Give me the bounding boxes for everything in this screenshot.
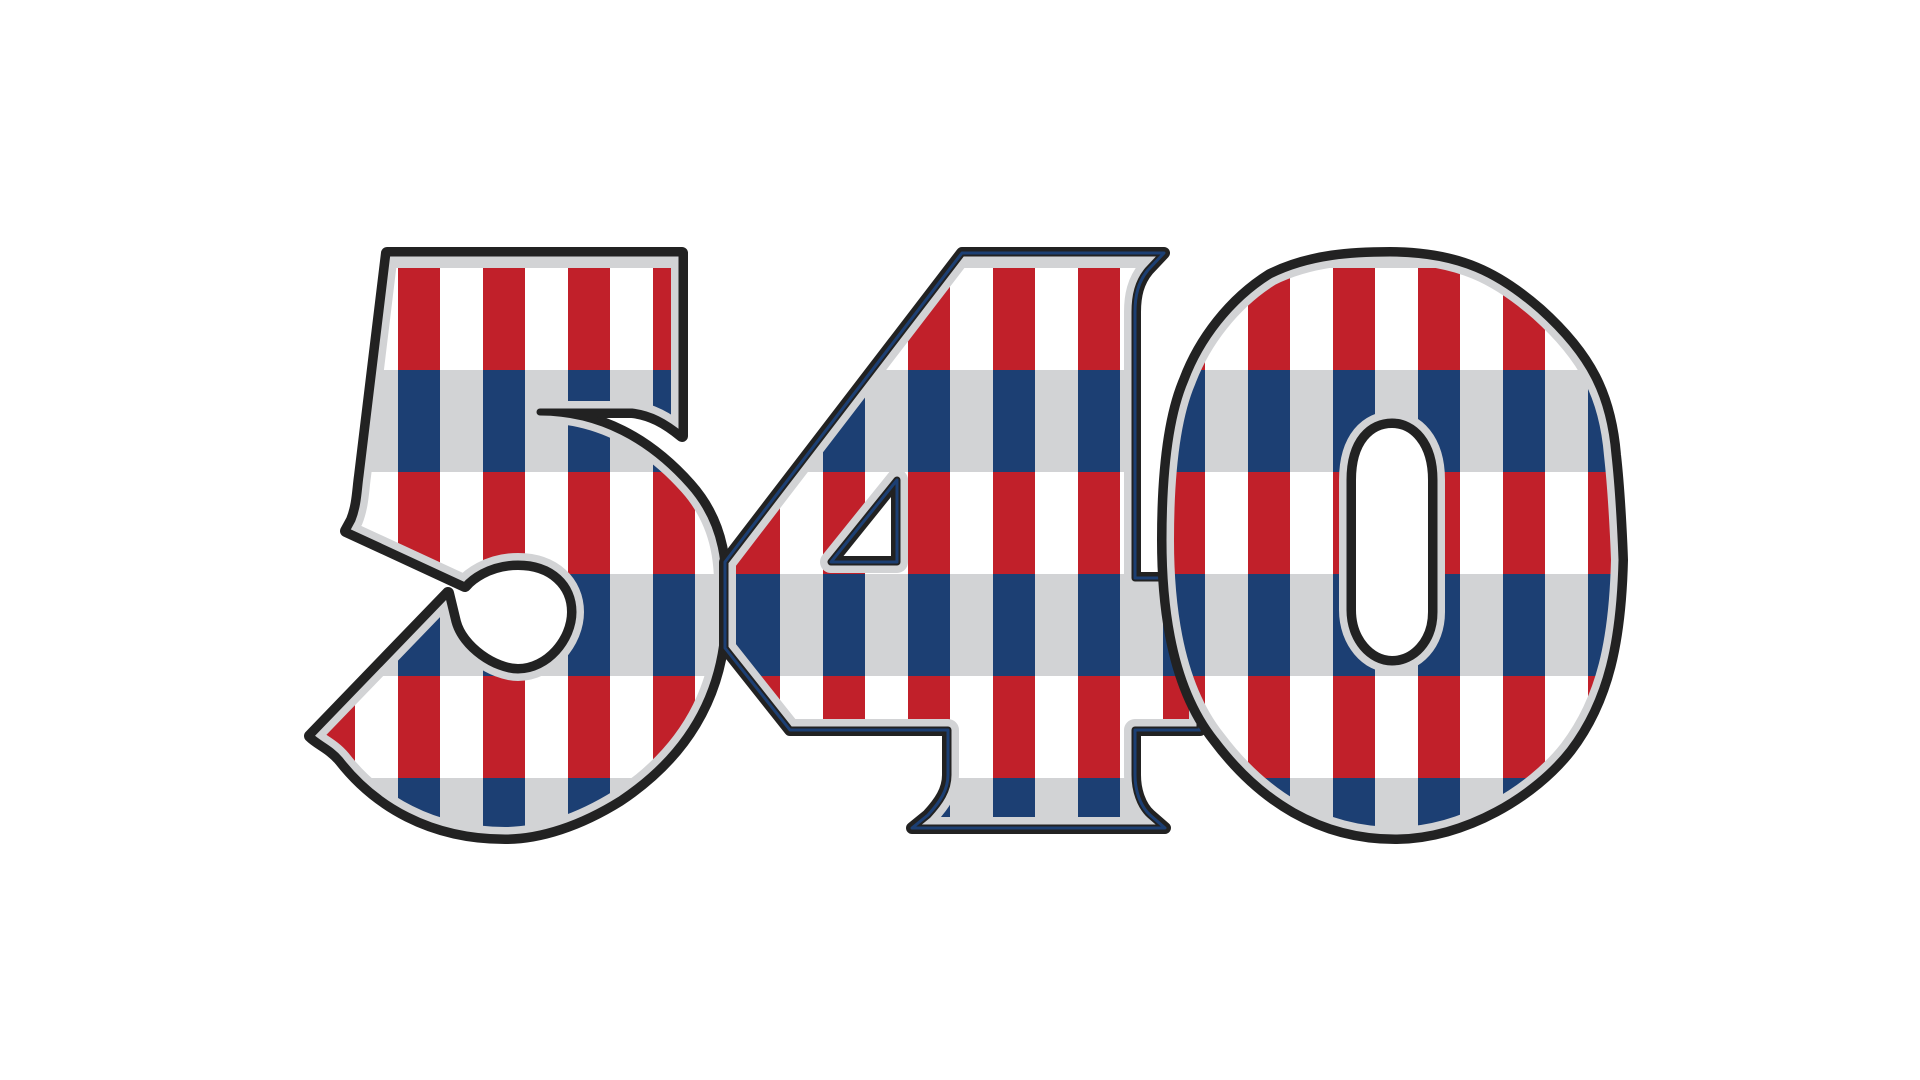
plaid-stripe: [440, 370, 483, 472]
plaid-stripe: [695, 370, 738, 472]
plaid-stripe: [1460, 676, 1503, 778]
plaid-stripe: [1375, 472, 1418, 574]
plaid-stripe: [525, 676, 568, 778]
plaid-stripe: [1545, 574, 1588, 676]
plaid-stripe: [1460, 472, 1503, 574]
digit-five: [300, 240, 740, 880]
plaid-stripe: [950, 574, 993, 676]
plaid-stripe: [440, 268, 483, 370]
plaid-stripe: [865, 574, 908, 676]
plaid-stripe: [1205, 472, 1248, 574]
plaid-stripe: [780, 268, 823, 370]
plaid-stripe: [1545, 472, 1588, 574]
plaid-stripe: [695, 778, 738, 880]
plaid-stripe: [1290, 370, 1333, 472]
plaid-stripe: [780, 778, 823, 880]
plaid-stripe: [440, 472, 483, 574]
plaid-stripe: [1290, 268, 1333, 370]
plaid-stripe: [610, 676, 653, 778]
plaid-stripe: [1545, 370, 1588, 472]
plaid-stripe: [1035, 268, 1078, 370]
plaid-stripe: [865, 778, 908, 880]
plaid-stripe: [1290, 574, 1333, 676]
plaid-stripe: [780, 574, 823, 676]
plaid-stripe: [1375, 268, 1418, 370]
plaid-stripe: [1460, 370, 1503, 472]
plaid-stripe: [525, 268, 568, 370]
plaid-stripe: [1290, 472, 1333, 574]
plaid-stripe: [695, 268, 738, 370]
plaid-stripe: [1035, 676, 1078, 778]
plaid-stripe: [1375, 676, 1418, 778]
plaid-stripe: [950, 472, 993, 574]
plaid-stripe: [950, 370, 993, 472]
plaid-stripe: [1460, 574, 1503, 676]
digit-zero: [1150, 240, 1630, 880]
plaid-stripe: [440, 676, 483, 778]
plaid-stripe: [1035, 574, 1078, 676]
plaid-stripe: [610, 574, 653, 676]
plaid-stripe: [1035, 370, 1078, 472]
plaid-stripe: [1205, 778, 1248, 880]
plaid-stripe: [1205, 574, 1248, 676]
plaid-stripe: [1035, 472, 1078, 574]
plaid-stripe: [610, 268, 653, 370]
plaid-stripe: [1545, 778, 1588, 880]
plaid-stripe: [1120, 574, 1163, 676]
plaid-stripe: [950, 268, 993, 370]
plaid-stripe: [1205, 778, 1248, 880]
plaid-stripe: [1205, 370, 1248, 472]
plaid-stripe: [610, 472, 653, 574]
plaid-band: [300, 574, 740, 676]
plaid-stripe: [1290, 676, 1333, 778]
